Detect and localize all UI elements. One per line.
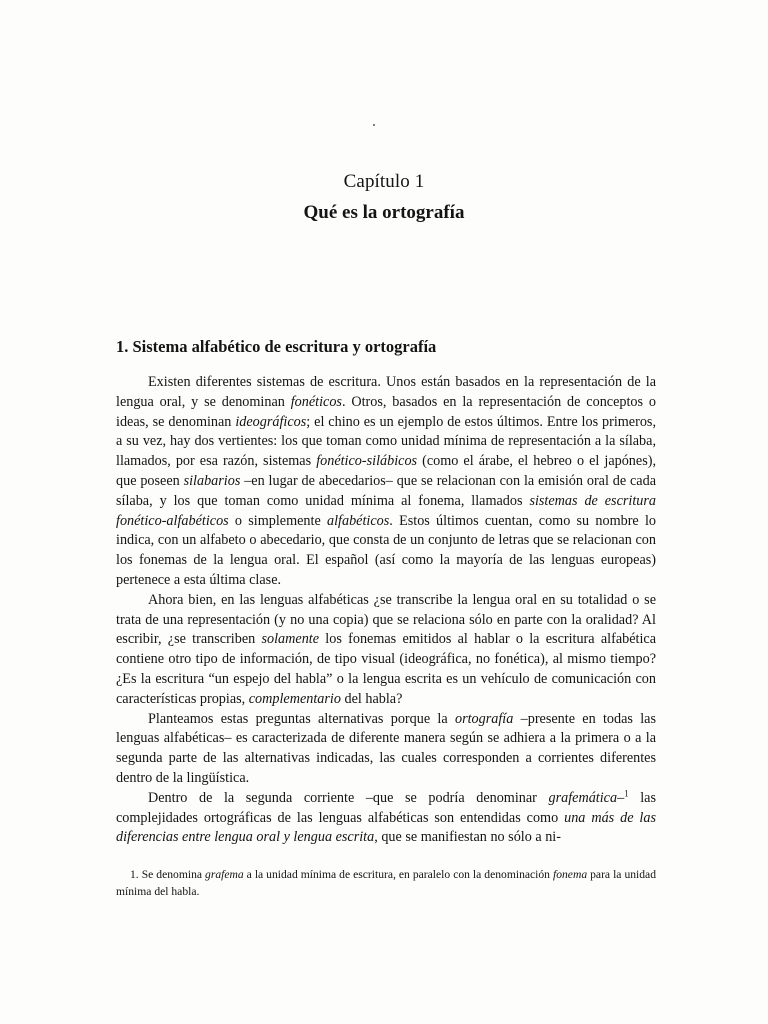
italic-run: una más de las diferencias entre lengua oral y lengua escrita: [116, 809, 656, 846]
text-run: –: [617, 789, 625, 806]
text-run: a la unidad mínima de escritura, en paralelo con la denominación: [243, 868, 553, 881]
text-run: (como el árabe, el hebreo o el japónes), que poseen: [116, 453, 656, 489]
italic-run: sistemas de escritura fonético-alfabéticos: [116, 492, 656, 529]
italic-run: grafemática: [548, 789, 618, 806]
italic-run: alfabéticos: [327, 512, 390, 529]
italic-run: fonéticos: [290, 393, 342, 410]
paragraph-1: [116, 373, 656, 591]
text-run: , que se manifiestan no sólo a ni-: [374, 829, 561, 846]
italic-run: solamente: [261, 631, 320, 648]
text-run: . Otros, basados en la representación de conceptos o ideas, se denominan: [116, 393, 656, 430]
text-run: Dentro de la segunda corriente –que se podría denominar: [148, 789, 549, 806]
text-run: las complejidades ortográficas de las lenguas alfabéticas son entendidas como: [116, 789, 656, 826]
text-run: o simplemente: [228, 512, 328, 529]
text-run: Existen diferentes sistemas de escritura. Unos están basados en la representación de la lengua oral, y se denominan: [116, 374, 656, 410]
body-text: [116, 373, 656, 848]
chapter-label: Capítulo 1: [343, 171, 425, 192]
chapter-title: Qué es la ortografía: [303, 202, 465, 223]
text-run: ; el chino es un ejemplo de estos últimos. Entre los primeros, a su vez, hay dos vertientes: los que toman como unidad mínima de representación a la sílaba, llamados, por esa razón, sistemas: [116, 413, 656, 470]
text-run: . Estos últimos cuentan, como su nombre lo indica, con un alfabeto o abecedario, que consta de un conjunto de letras que se relacionan con los fonemas de la lengua oral. El español (así como la mayoría de las lenguas europeas) pertenece a esta última clase.: [116, 512, 657, 588]
text-run: del habla?: [340, 690, 403, 707]
paragraph-3: [116, 710, 656, 789]
italic-run: fonético-silábicos: [316, 453, 418, 470]
paragraph-2: [116, 591, 656, 710]
paragraph-4: [116, 789, 656, 848]
page-speck: [373, 124, 375, 126]
text-run: –presente en todas las lenguas alfabéticas– es caracterizada de diferente manera según se adhiera a la primera o a la segunda parte de las alternativas indicadas, las cuales corresponden a corrientes diferentes dentro de la lingüística.: [116, 710, 656, 786]
italic-run: fonema: [552, 868, 588, 881]
text-run: –en lugar de abecedarios– que se relacionan con la emisión oral de cada sílaba, y los que toman como unidad mínima al fonema, llamados: [116, 472, 656, 509]
italic-run: complementario: [248, 690, 341, 707]
italic-run: silabarios: [183, 472, 241, 489]
italic-run: ideográficos: [235, 413, 307, 430]
italic-run: grafema: [205, 868, 244, 881]
italic-run: ortografía: [454, 710, 514, 727]
text-run: para la unidad mínima del habla.: [116, 868, 656, 898]
footnote: [116, 866, 656, 900]
text-run: Ahora bien, en las lenguas alfabéticas ¿se transcribe la lengua oral en su totalidad o se trata de una representación (y no una copia) que se relaciona sólo en parte con la oralidad? Al escribir, ¿se transcriben: [116, 591, 656, 648]
text-run: los fonemas emitidos al hablar o la escritura alfabética contiene otro tipo de información, de tipo visual (ideográfica, no fonética), al mismo tiempo? ¿Es la escritura “un espejo del habla” o la lengua escrita es un vehículo de comunicación con características propias,: [116, 631, 656, 707]
text-run: 1. Se denomina: [130, 868, 206, 881]
footnote-ref: 1: [624, 788, 629, 798]
section-heading: 1. Sistema alfabético de escritura y ortografía: [116, 337, 437, 356]
text-run: Planteamos estas preguntas alternativas porque la: [148, 710, 455, 727]
